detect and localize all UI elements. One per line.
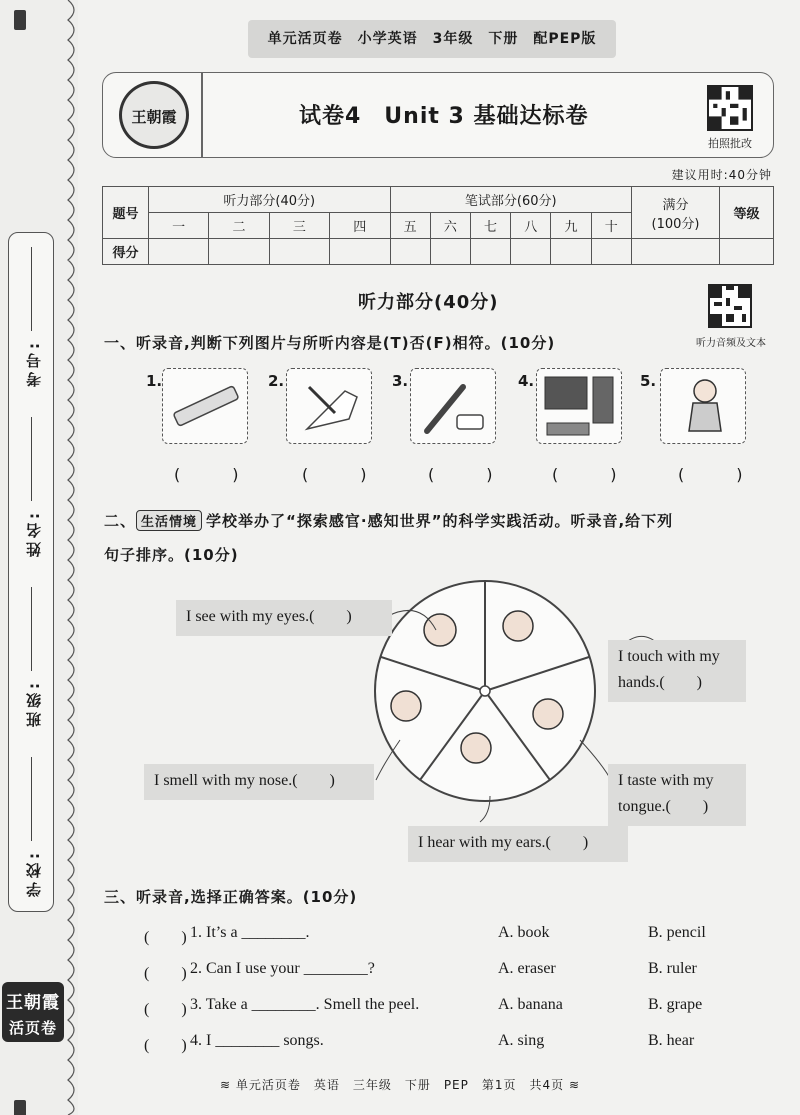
bubble-tongue[interactable]	[608, 764, 746, 826]
series-tab: 单元活页卷 小学英语 3年级 下册 配PEP版	[248, 20, 616, 58]
picture-girl-reading	[660, 368, 746, 444]
option-a[interactable]: A. banana	[498, 996, 563, 1013]
question-row	[144, 996, 764, 1022]
question-stem: 4. I ________ songs.	[190, 1032, 324, 1049]
section2-heading	[104, 510, 673, 531]
blank-line	[31, 587, 32, 671]
title-banner	[102, 72, 774, 158]
option-b[interactable]: B. grape	[648, 996, 703, 1013]
publisher-seal	[119, 81, 189, 149]
answer-paren[interactable]: ( )	[144, 1001, 187, 1018]
answer-paren[interactable]: ( )	[144, 1037, 187, 1054]
score-cell[interactable]	[511, 239, 551, 265]
question-number: 二	[209, 213, 269, 239]
name-label: 姓名:	[25, 509, 43, 557]
bubble-ears[interactable]: I hear with my ears.( )	[408, 826, 628, 862]
row-header: 题号	[103, 187, 149, 239]
option-b[interactable]: B. pencil	[648, 924, 706, 941]
qr-label: 拍照批改	[708, 137, 752, 150]
answer-paren[interactable]: ( )	[144, 965, 187, 982]
question-stem: 3. Take a ________. Smell the peel.	[190, 996, 420, 1013]
question-number: 八	[511, 213, 551, 239]
item-number: 2.	[268, 372, 285, 390]
score-cell[interactable]	[269, 239, 329, 265]
pencil-case-icon	[163, 369, 249, 445]
brand-subtitle: 活页卷	[8, 1019, 57, 1037]
seal-text: 王朝霞	[131, 108, 177, 126]
bubble-tongue-line2: tongue.( )	[618, 798, 709, 815]
section2-number: 二、	[104, 512, 137, 530]
bubble-hands-line1: I touch with my	[618, 648, 720, 665]
divider	[201, 73, 203, 157]
blank-line	[31, 757, 32, 841]
audio-qr-code-icon[interactable]	[708, 284, 752, 328]
question-number: 六	[430, 213, 470, 239]
brand-name: 王朝霞	[6, 993, 60, 1013]
listening-group: 听力部分(40分)	[149, 187, 391, 213]
section1-heading: 一、听录音,判断下列图片与所听内容是(T)否(F)相符。(10分)	[104, 334, 556, 352]
option-a[interactable]: A. sing	[498, 1032, 545, 1049]
item-number: 1.	[146, 372, 163, 390]
question-number: 七	[470, 213, 510, 239]
blank-line	[31, 247, 32, 331]
school-label: 学校:	[25, 849, 43, 897]
question-number: 三	[269, 213, 329, 239]
page-footer: ≋ 单元活页卷 英语 三年级 下册 PEP 第1页 共4页 ≋	[219, 1078, 581, 1092]
score-table	[102, 186, 774, 265]
question-number: 九	[551, 213, 591, 239]
score-row-header: 得分	[103, 239, 149, 265]
item-number: 5.	[640, 372, 657, 390]
question-number: 十	[591, 213, 631, 239]
option-a[interactable]: A. book	[498, 924, 550, 941]
exam-number-field[interactable]	[9, 243, 55, 393]
picture-pen-eraser	[410, 368, 496, 444]
brand-logo	[2, 982, 64, 1042]
option-b[interactable]: B. ruler	[648, 960, 697, 977]
option-b[interactable]: B. hear	[648, 1032, 695, 1049]
binding-strip	[0, 0, 78, 1115]
bubble-nose[interactable]: I smell with my nose.( )	[144, 764, 374, 800]
computer-icon	[537, 369, 623, 445]
question-stem: 2. Can I use your ________?	[190, 960, 375, 977]
score-cell[interactable]	[209, 239, 269, 265]
page-title: 试卷4 Unit 3 基础达标卷	[299, 104, 589, 129]
answer-paren[interactable]: ( )	[678, 465, 761, 484]
total-points: (100分)	[651, 216, 700, 232]
qr-code-icon[interactable]	[707, 85, 753, 131]
exam-number-label: 考号:	[25, 339, 43, 387]
section2-heading-line2: 句子排序。(10分)	[104, 546, 239, 564]
question-stem: 1. It’s a ________.	[190, 924, 310, 941]
bubble-hands[interactable]	[608, 640, 746, 702]
pen-and-eraser-icon	[411, 369, 497, 445]
suggested-time: 建议用时:40分钟	[671, 168, 772, 182]
answer-paren[interactable]: ( )	[428, 465, 511, 484]
score-cell[interactable]	[470, 239, 510, 265]
writing-group: 笔试部分(60分)	[390, 187, 632, 213]
score-cell[interactable]	[149, 239, 209, 265]
question-row	[144, 1032, 764, 1058]
section2-text: 学校举办了“探索感官·感知世界”的科学实践活动。听录音,给下列	[206, 512, 674, 530]
question-row	[144, 960, 764, 986]
bubble-tongue-line1: I taste with my	[618, 772, 714, 789]
item-number: 4.	[518, 372, 535, 390]
score-cell[interactable]	[632, 239, 720, 265]
context-tag: 生活情境	[136, 510, 202, 531]
school-field[interactable]	[9, 753, 55, 903]
option-a[interactable]: A. eraser	[498, 960, 556, 977]
blank-line	[31, 417, 32, 501]
score-cell[interactable]	[591, 239, 631, 265]
score-cell[interactable]	[330, 239, 390, 265]
answer-paren[interactable]: ( )	[552, 465, 635, 484]
scallop-edge	[66, 0, 82, 1115]
score-cell[interactable]	[720, 239, 774, 265]
score-cell[interactable]	[390, 239, 430, 265]
answer-paren[interactable]: ( )	[144, 929, 187, 946]
answer-paren[interactable]: ( )	[174, 465, 257, 484]
class-field[interactable]	[9, 583, 55, 733]
total-header	[632, 187, 720, 239]
question-number: 五	[390, 213, 430, 239]
score-cell[interactable]	[430, 239, 470, 265]
picture-hand-writing	[286, 368, 372, 444]
listening-heading: 听力部分(40分)	[358, 292, 499, 313]
audio-qr-label: 听力音频及文本	[696, 338, 766, 349]
question-row	[144, 924, 764, 950]
grade-header: 等级	[720, 187, 774, 239]
question-number: 四	[330, 213, 390, 239]
hand-writing-icon	[287, 369, 373, 445]
student-info-box	[8, 232, 54, 912]
question-number: 一	[149, 213, 209, 239]
bubble-hands-line2: hands.( )	[618, 674, 702, 691]
item-number: 3.	[392, 372, 409, 390]
binding-hole	[14, 1100, 26, 1115]
total-label: 满分	[662, 197, 689, 213]
section3-heading: 三、听录音,选择正确答案。(10分)	[104, 888, 358, 906]
name-field[interactable]	[9, 413, 55, 563]
bubble-eyes[interactable]: I see with my eyes.( )	[176, 600, 392, 636]
picture-computer	[536, 368, 622, 444]
class-label: 班级:	[25, 679, 43, 727]
answer-paren[interactable]: ( )	[302, 465, 385, 484]
girl-reading-icon	[661, 369, 747, 445]
picture-pencil-case	[162, 368, 248, 444]
binding-hole	[14, 10, 26, 30]
score-cell[interactable]	[551, 239, 591, 265]
